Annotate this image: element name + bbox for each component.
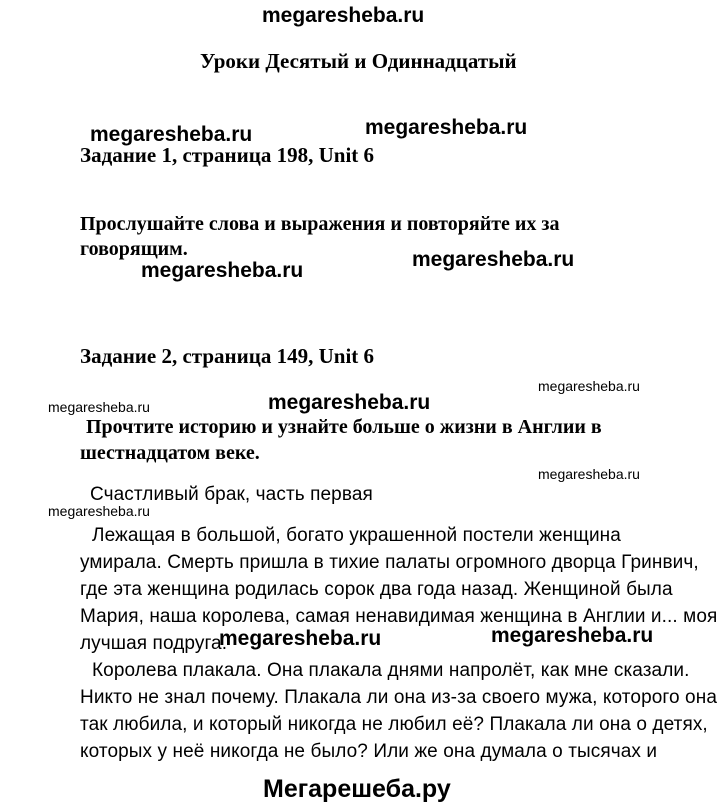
story-line: Лежащая в большой, богато украшенной постели женщина xyxy=(92,525,621,546)
task2-heading: Задание 2, страница 149, Unit 6 xyxy=(80,344,375,368)
story-line: так любила, и который никогда не любил её? Плакала ли она о детях, xyxy=(80,714,708,735)
watermark: megaresheba.ru xyxy=(219,627,382,650)
lesson-title: Уроки Десятый и Одиннадцатый xyxy=(200,49,517,73)
story-line: где эта женщина родилась сорок два года назад. Женщиной была xyxy=(80,579,673,600)
story-line: Мария, наша королева, самая ненавидимая женщина в Англии и... моя xyxy=(80,606,718,627)
task2-instruction-line1: Прочтите историю и узнайте больше о жизни в Англии в xyxy=(86,416,602,438)
watermark: megaresheba.ru xyxy=(141,259,304,282)
watermark: megaresheba.ru xyxy=(412,248,575,271)
watermark: megaresheba.ru xyxy=(491,624,654,647)
story-line: Королева плакала. Она плакала днями напролёт, как мне сказали. xyxy=(92,660,690,681)
footer-watermark: Мегарешеба.ру xyxy=(263,775,451,803)
story-line: умирала. Смерть пришла в тихие палаты огромного дворца Гринвич, xyxy=(80,552,699,573)
watermark: megaresheba.ru xyxy=(268,391,431,414)
watermark: megaresheba.ru xyxy=(90,123,253,146)
story-title: Счастливый брак, часть первая xyxy=(90,484,373,505)
watermark: megaresheba.ru xyxy=(538,466,640,482)
watermark: megaresheba.ru xyxy=(538,378,640,394)
task1-instruction-line2: говорящим. xyxy=(80,238,188,260)
task2-instruction-line2: шестнадцатом веке. xyxy=(80,442,260,464)
watermark: megaresheba.ru xyxy=(48,503,150,519)
task1-heading: Задание 1, страница 198, Unit 6 xyxy=(80,143,375,167)
watermark: megaresheba.ru xyxy=(48,399,150,415)
story-line: которых у неё никогда не было? Или же она думала о тысячах и xyxy=(80,741,658,762)
story-line: лучшая подруга. xyxy=(80,633,228,654)
header-watermark: megaresheba.ru xyxy=(262,4,425,27)
task1-instruction-line1: Прослушайте слова и выражения и повторяйте их за xyxy=(80,213,560,235)
watermark: megaresheba.ru xyxy=(365,116,528,139)
story-line: Никто не знал почему. Плакала ли она из-за своего мужа, которого она xyxy=(80,687,717,708)
